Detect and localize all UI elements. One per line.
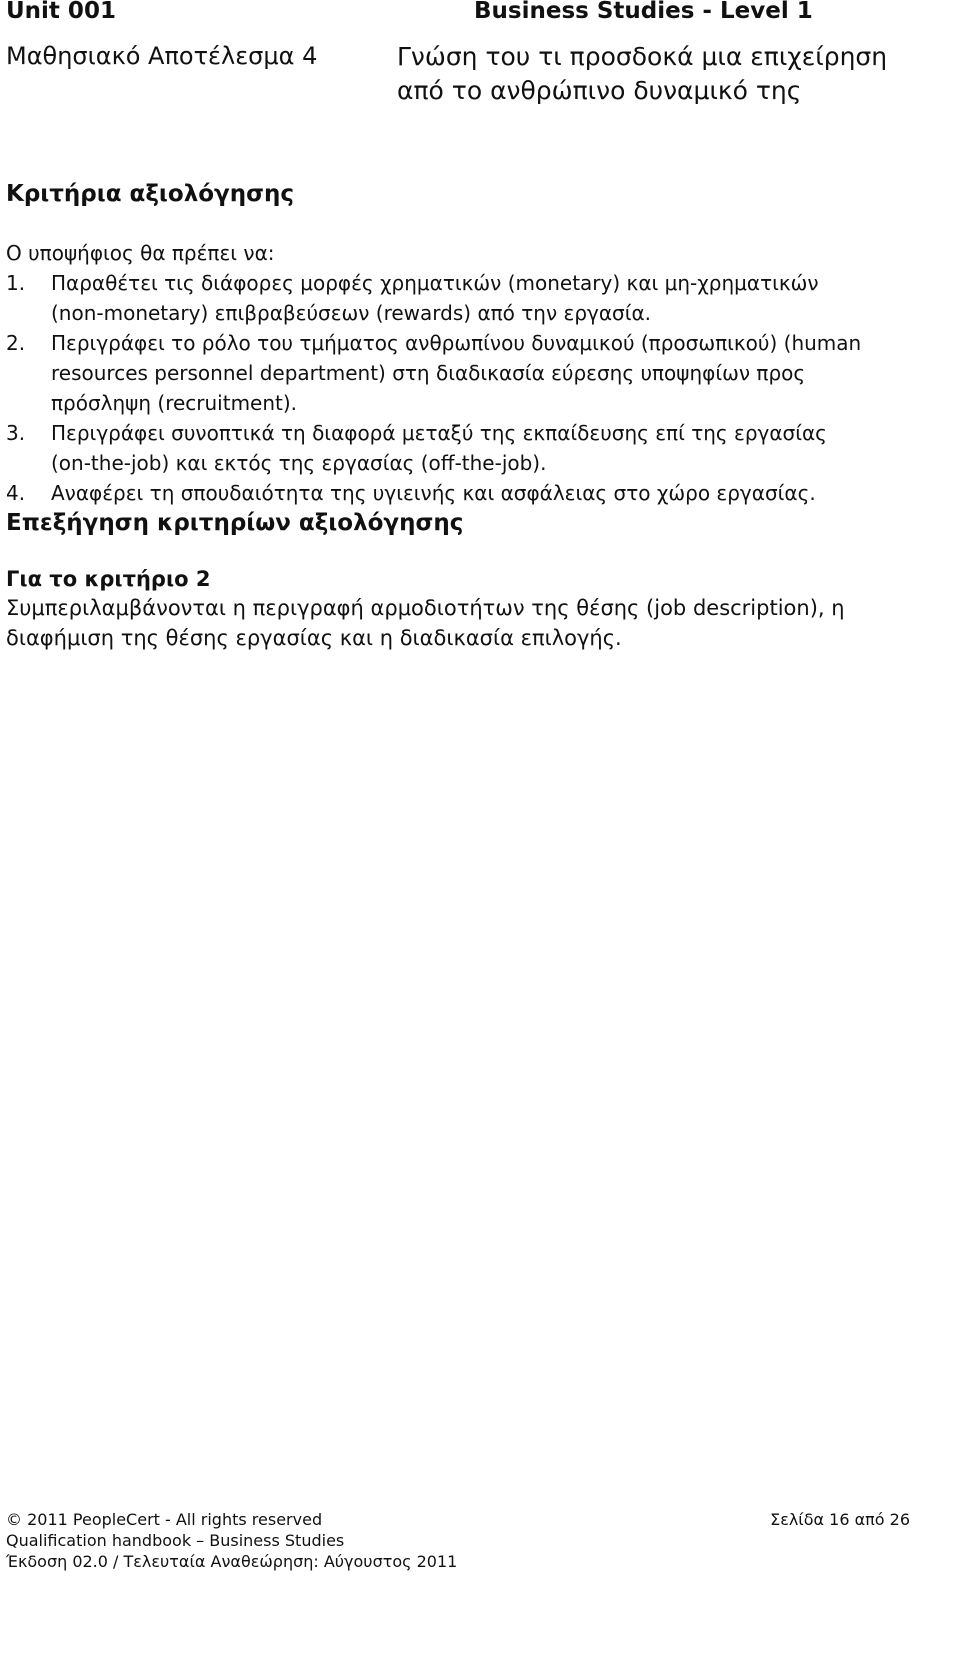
criterion-text: Περιγράφει συνοπτικά τη διαφορά μεταξύ της εκπαίδευσης επί της εργασίας (on-the-job) και εκτός της εργασίας (off-the-job). <box>51 421 827 475</box>
criterion-number: 3. <box>6 421 26 445</box>
criterion-2-heading: Για το κριτήριο 2 <box>6 567 211 591</box>
criterion-text: Περιγράφει το ρόλο του τμήματος ανθρωπίνου δυναμικού (προσωπικού) (human resources personnel department) στη διαδικασία εύρεσης υποψηφίων προς πρόσληψη (recruitment). <box>51 331 862 415</box>
learning-outcome-label: Μαθησιακό Αποτέλεσμα 4 <box>6 42 318 70</box>
learning-outcome-text: Γνώση του τι προσδοκά μια επιχείρηση από το ανθρώπινο δυναμικό της <box>397 42 888 105</box>
footer-version: Έκδοση 02.0 / Τελευταία Αναθεώρηση: Αύγουστος 2011 <box>6 1552 458 1571</box>
criterion-item <box>6 478 906 508</box>
page-footer <box>6 1509 910 1572</box>
subject-title: Business Studies - Level 1 <box>474 0 813 24</box>
footer-handbook: Qualification handbook – Business Studies <box>6 1531 345 1550</box>
criterion-item <box>6 328 906 418</box>
criteria-list <box>6 268 906 508</box>
criterion-2-explanation: Συμπεριλαμβάνονται η περιγραφή αρμοδιοτήτων της θέσης (job description), η διαφήμιση της θέσης εργασίας και η διαδικασία επιλογής. <box>6 596 845 650</box>
criterion-number: 2. <box>6 331 26 355</box>
criterion-number: 1. <box>6 271 26 295</box>
criteria-explanation-heading: Επεξήγηση κριτηρίων αξιολόγησης <box>6 510 464 536</box>
footer-page-number: Σελίδα 16 από 26 <box>770 1510 910 1529</box>
criterion-number: 4. <box>6 481 26 505</box>
criterion-item <box>6 418 906 478</box>
criterion-item <box>6 268 906 328</box>
footer-copyright: © 2011 PeopleCert - All rights reserved <box>6 1510 323 1529</box>
unit-title: Unit 001 <box>6 0 116 24</box>
criterion-text: Αναφέρει τη σπουδαιότητα της υγιεινής και ασφάλειας στο χώρο εργασίας. <box>51 481 816 505</box>
assessment-criteria-heading: Κριτήρια αξιολόγησης <box>6 181 295 207</box>
candidate-intro: Ο υποψήφιος θα πρέπει να: <box>6 241 275 265</box>
criterion-text: Παραθέτει τις διάφορες μορφές χρηματικών (monetary) και μη-χρηματικών (non-monetary) επιβραβεύσεων (rewards) από την εργασία. <box>51 271 819 325</box>
